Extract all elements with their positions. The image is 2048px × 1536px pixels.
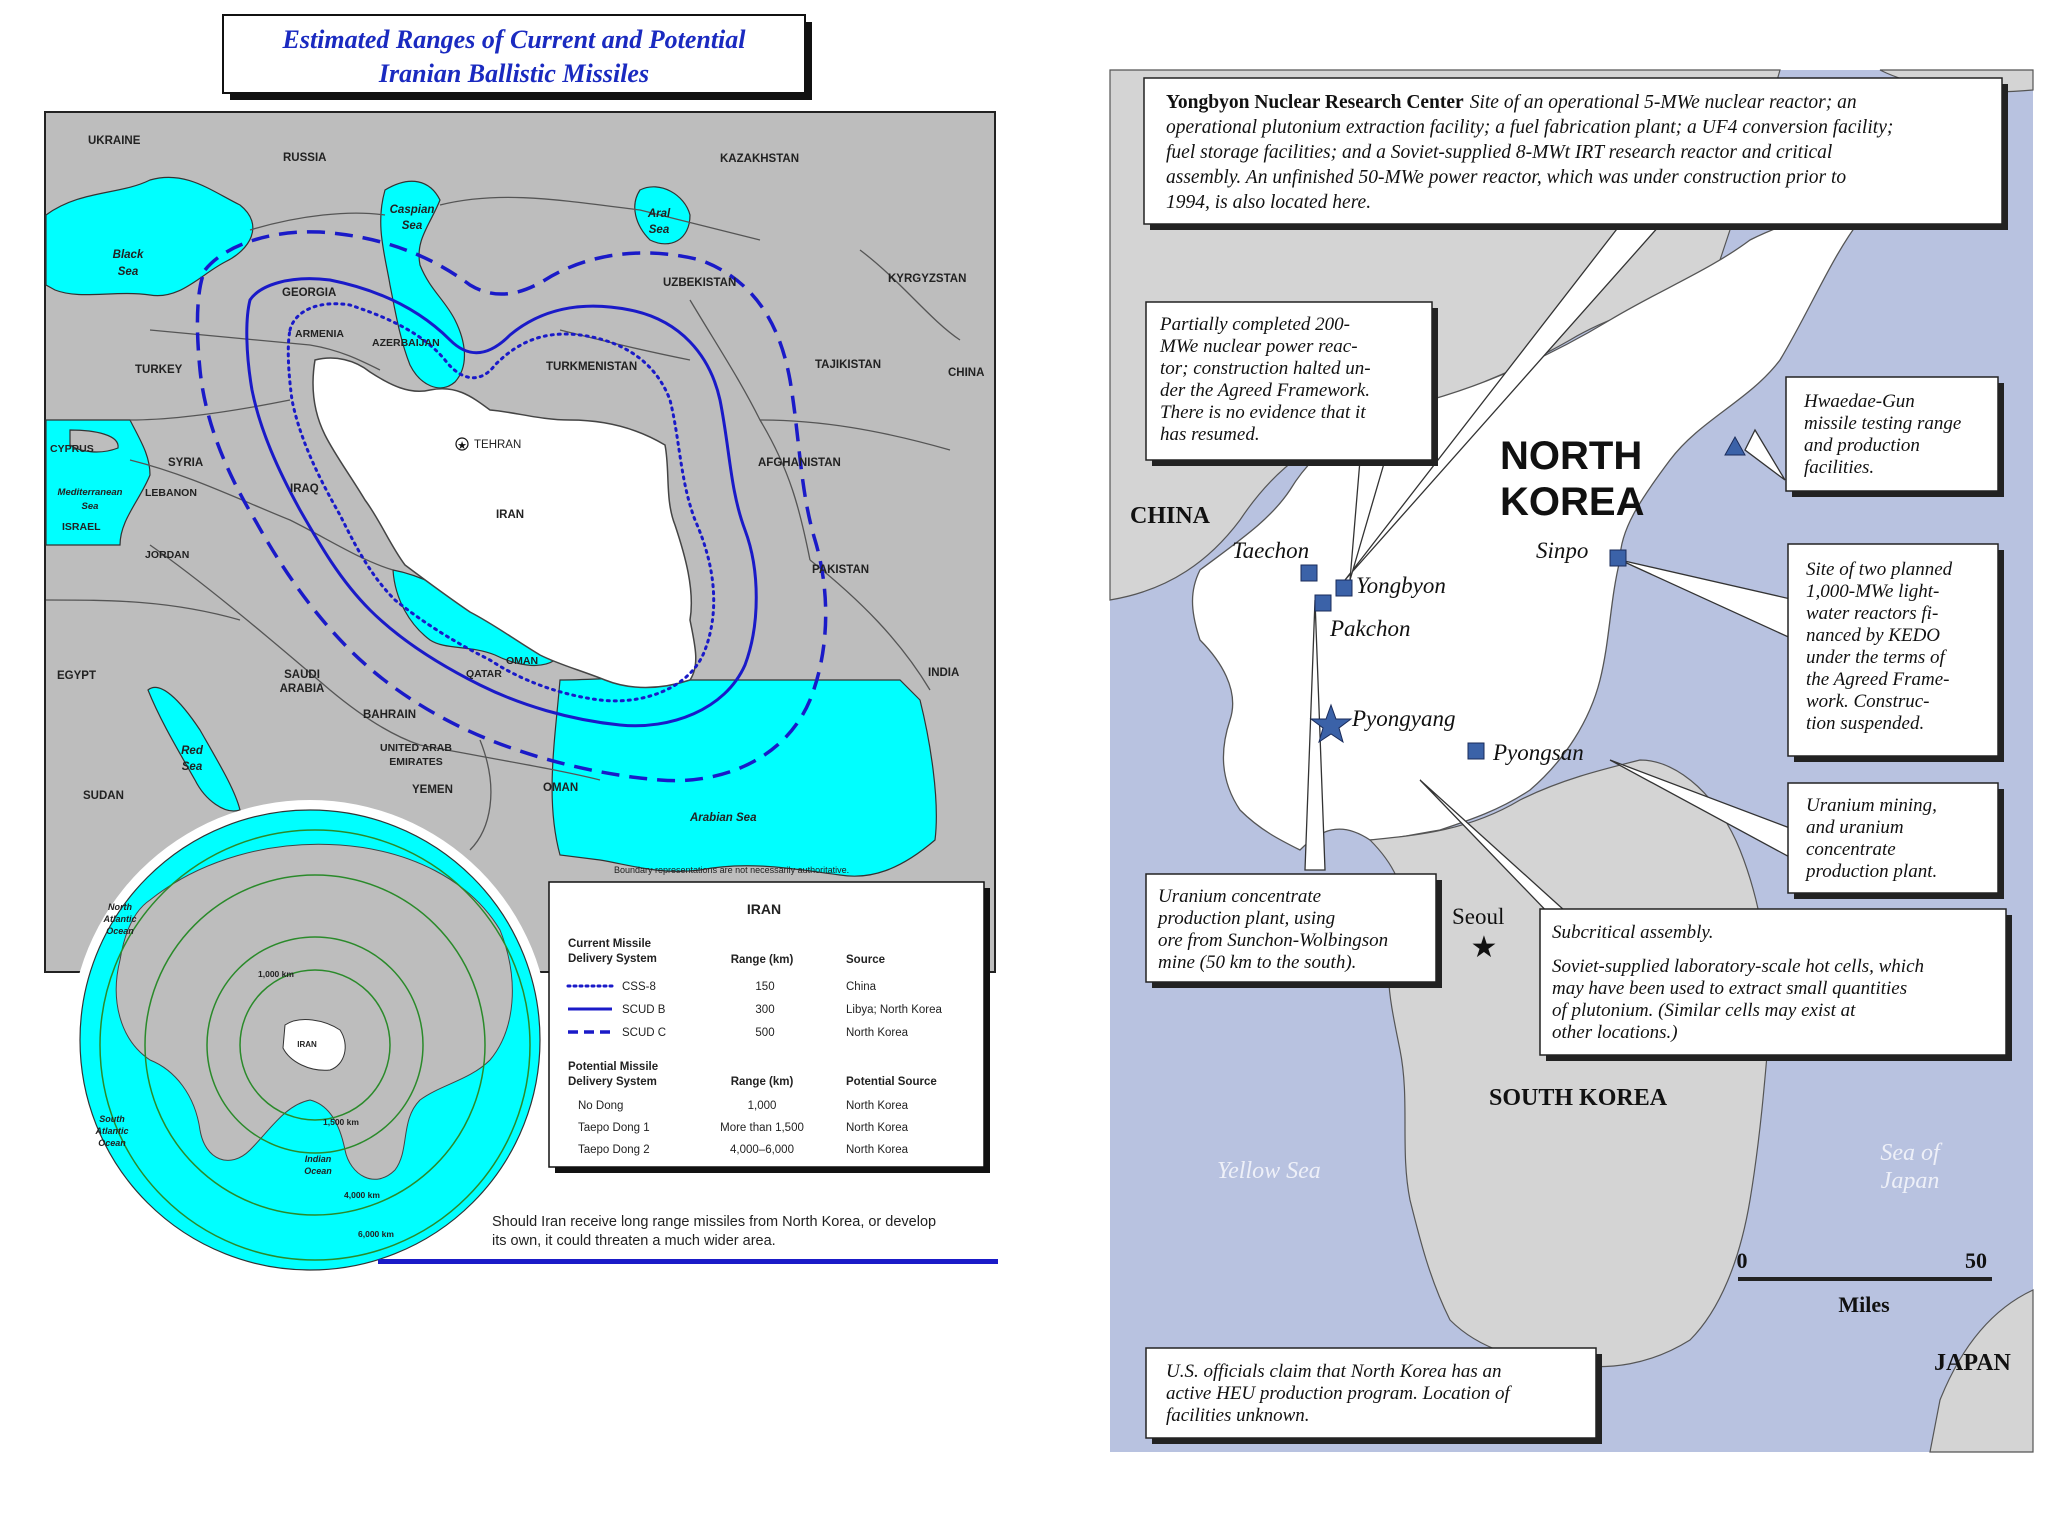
label-russia: RUSSIA <box>283 152 327 164</box>
yongbyon-line-2: operational plutonium extraction facility; a fuel fabrication plant; a UF4 conversion facility; <box>1166 117 1894 138</box>
legend-potential-header-1: Potential Missile <box>568 1061 659 1073</box>
label-pakchon: Pakchon <box>1330 616 1411 641</box>
caption-line-2: its own, it could threaten a much wider area. <box>492 1233 776 1249</box>
globe-north-atlantic-1: North <box>108 902 132 912</box>
label-lebanon: LEBANON <box>145 487 197 499</box>
label-armenia: ARMENIA <box>295 328 344 340</box>
label-yemen: YEMEN <box>412 784 453 796</box>
label-uae-1: UNITED ARAB <box>380 742 452 754</box>
scale-unit: Miles <box>1838 1292 1890 1317</box>
legend-row-scudc-source: North Korea <box>846 1027 909 1039</box>
label-bahrain: BAHRAIN <box>363 709 417 721</box>
label-red-2: Sea <box>181 761 203 773</box>
label-israel: ISRAEL <box>62 521 101 533</box>
label-pyongyang: Pyongyang <box>1352 706 1456 731</box>
hwaedae-line-2: missile testing range <box>1804 413 1962 434</box>
marker-yongbyon <box>1336 580 1352 596</box>
label-qatar: QATAR <box>466 668 502 680</box>
partial-line-2: MWe nuclear power reac- <box>1160 336 1358 357</box>
label-jordan: JORDAN <box>145 549 190 561</box>
partial-line-3: tor; construction halted un- <box>1160 358 1371 379</box>
partial-reactor-callout <box>1146 302 1438 466</box>
legend-row-css8-range: 150 <box>755 981 775 993</box>
label-pakistan: PAKISTAN <box>812 564 870 576</box>
label-syria: SYRIA <box>168 457 204 469</box>
label-oman-bottom: OMAN <box>543 782 579 794</box>
subcritical-line-2: Soviet-supplied laboratory-scale hot cells, which <box>1552 956 1925 977</box>
label-uzbekistan: UZBEKISTAN <box>663 277 737 289</box>
tehran-marker <box>456 438 468 452</box>
label-caspian-2: Sea <box>401 220 423 232</box>
yongbyon-line-1: Site of an operational 5-MWe nuclear reactor; an <box>1469 92 1857 113</box>
legend-potential-row-3-source: North Korea <box>846 1144 909 1156</box>
legend-potential-row-1-source: North Korea <box>846 1100 909 1112</box>
right-map <box>1110 70 2033 1452</box>
subcritical-line-1: Subcritical assembly. <box>1552 922 1714 943</box>
globe-indian-1: Indian <box>304 1154 332 1164</box>
yongbyon-line-4: assembly. An unfinished 50-MWe power reactor, which was under construction prior to <box>1166 167 1847 188</box>
legend-potential-row-3-name: Taepo Dong 2 <box>578 1144 650 1156</box>
ring-label-6000: 6,000 km <box>358 1229 394 1239</box>
marker-sinpo <box>1610 550 1626 566</box>
left-map <box>45 15 998 1280</box>
yongbyon-callout <box>1144 78 2008 230</box>
label-cyprus: CYPRUS <box>50 443 94 455</box>
globe-north-atlantic-3: Ocean <box>106 926 134 936</box>
uranium-line-2: and uranium <box>1806 817 1904 838</box>
label-china-left: CHINA <box>948 367 985 379</box>
hwaedae-line-1: Hwaedae-Gun <box>1804 391 1915 412</box>
partial-line-1: Partially completed 200- <box>1160 314 1350 335</box>
uranium-mining-callout <box>1788 783 2004 899</box>
label-georgia: GEORGIA <box>282 287 337 299</box>
uranium-conc-line-2: production plant, using <box>1158 908 1336 929</box>
label-yellow-sea: Yellow Sea <box>1217 1158 1321 1184</box>
marker-pakchon <box>1315 595 1331 611</box>
label-aral-1: Aral <box>647 208 671 220</box>
globe-inset <box>70 800 550 1280</box>
label-sinpo: Sinpo <box>1536 538 1589 563</box>
legend-potential-range-header: Range (km) <box>730 1076 794 1088</box>
label-japan: JAPAN <box>1934 1350 2011 1376</box>
legend-potential-row-2-source: North Korea <box>846 1122 909 1134</box>
label-sea-of-japan-2: Japan <box>1880 1168 1940 1194</box>
heu-line-2: active HEU production program. Location of <box>1166 1383 1510 1404</box>
legend-current-header-1: Current Missile <box>568 938 652 950</box>
label-south-korea: SOUTH KOREA <box>1489 1085 1668 1111</box>
kedo-callout <box>1788 544 2004 762</box>
legend-row-css8-name: CSS-8 <box>622 981 656 993</box>
uranium-conc-line-1: Uranium concentrate <box>1158 886 1322 907</box>
label-yongbyon: Yongbyon <box>1356 573 1446 598</box>
ring-label-1000: 1,000 km <box>258 969 294 979</box>
marker-taechon <box>1301 565 1317 581</box>
boundary-note: Boundary representations are not necessarily authoritative. <box>614 865 850 875</box>
legend-row-scudb-name: SCUD B <box>622 1004 666 1016</box>
label-black-1: Black <box>112 249 144 261</box>
uranium-line-4: production plant. <box>1806 861 1938 882</box>
legend-source-header: Source <box>846 954 885 966</box>
label-sudan: SUDAN <box>83 790 124 802</box>
legend-potential-row-3-range: 4,000–6,000 <box>730 1144 794 1156</box>
label-saudi-2: ARABIA <box>279 683 325 695</box>
legend-row-css8-source: China <box>846 981 877 993</box>
label-med-2: Sea <box>81 501 99 512</box>
label-kazakhstan: KAZAKHSTAN <box>720 153 800 165</box>
legend-row-scudc-range: 500 <box>755 1027 775 1039</box>
scale-fifty: 50 <box>1965 1248 1987 1273</box>
label-seoul: Seoul <box>1452 904 1505 929</box>
heu-line-3: facilities unknown. <box>1166 1405 1310 1426</box>
label-aral-2: Sea <box>648 224 670 236</box>
label-oman-top: OMAN <box>506 655 539 667</box>
legend-potential-row-2-name: Taepo Dong 1 <box>578 1122 650 1134</box>
label-uae-2: EMIRATES <box>389 756 443 768</box>
globe-indian-2: Ocean <box>304 1166 332 1176</box>
partial-line-5: There is no evidence that it <box>1160 402 1366 423</box>
globe-south-atlantic-2: Atlantic <box>95 1126 129 1136</box>
globe-iran-label: IRAN <box>297 1040 317 1049</box>
subcritical-line-5: other locations.) <box>1552 1022 1678 1043</box>
label-tehran: TEHRAN <box>474 439 522 451</box>
label-saudi-1: SAUDI <box>284 669 320 681</box>
legend-row-scudc-name: SCUD C <box>622 1027 667 1039</box>
label-arabian-sea: Arabian Sea <box>690 812 757 824</box>
legend-potential-row-1-name: No Dong <box>578 1100 624 1112</box>
label-tajikistan: TAJIKISTAN <box>815 359 882 371</box>
label-kyrgyzstan: KYRGYZSTAN <box>888 273 967 285</box>
label-north-korea-1: NORTH <box>1500 434 1643 478</box>
yongbyon-line-3: fuel storage facilities; and a Soviet-supplied 8-MWt IRT research reactor and critical <box>1166 142 1833 163</box>
legend-row-scudb-range: 300 <box>755 1004 775 1016</box>
kedo-line-3: water reactors fi- <box>1806 603 1939 624</box>
label-turkey: TURKEY <box>135 364 183 376</box>
yongbyon-title: Yongbyon Nuclear Research Center <box>1166 92 1464 113</box>
kedo-line-5: under the terms of <box>1806 647 1945 668</box>
uranium-line-3: concentrate <box>1806 839 1896 860</box>
hwaedae-callout <box>1786 377 2004 497</box>
subcritical-line-3: may have been used to extract small quantities <box>1552 978 1908 999</box>
legend-potential-row-1-range: 1,000 <box>747 1100 777 1112</box>
svg-text:★: ★ <box>457 440 467 452</box>
arabian-sea <box>552 678 936 876</box>
hwaedae-line-3: and production <box>1804 435 1920 456</box>
legend-potential-header-2: Delivery System <box>568 1076 657 1088</box>
legend-potential-row-2-range: More than 1,500 <box>720 1122 804 1134</box>
map-title-line1: Estimated Ranges of Current and Potential <box>282 25 746 54</box>
legend-potential-source-header: Potential Source <box>846 1076 937 1088</box>
label-iran: IRAN <box>495 509 525 521</box>
label-turkmenistan: TURKMENISTAN <box>546 361 638 373</box>
caption-rule <box>378 1259 998 1264</box>
label-india: INDIA <box>928 667 960 679</box>
label-red-1: Red <box>181 745 203 757</box>
label-azerbaijan: AZERBAIJAN <box>372 337 440 349</box>
kedo-line-2: 1,000-MWe light- <box>1806 581 1940 602</box>
ring-label-1500: 1,500 km <box>323 1117 359 1127</box>
globe-north-atlantic-2: Atlantic <box>103 914 137 924</box>
label-sea-of-japan-1: Sea of <box>1880 1140 1940 1166</box>
heu-callout <box>1146 1348 1602 1444</box>
yongbyon-line-5: 1994, is also located here. <box>1166 192 1372 213</box>
legend-title: IRAN <box>746 901 782 917</box>
label-north-korea-2: KOREA <box>1500 480 1645 524</box>
svg-text:Yongbyon Nuclear Research Cent <box>1166 92 1857 113</box>
label-iraq: IRAQ <box>290 483 319 495</box>
subcritical-callout <box>1540 909 2012 1061</box>
kedo-line-8: tion suspended. <box>1806 713 1925 734</box>
partial-line-6: has resumed. <box>1160 424 1260 445</box>
kedo-line-4: nanced by KEDO <box>1806 625 1941 646</box>
heu-line-1: U.S. officials claim that North Korea has an <box>1166 1361 1502 1382</box>
left-caption <box>492 1214 936 1249</box>
partial-line-4: der the Agreed Framework. <box>1160 380 1371 401</box>
label-caspian-1: Caspian <box>389 204 435 216</box>
uranium-concentrate-callout <box>1146 874 1442 988</box>
seoul-star-icon: ★ <box>1470 931 1498 964</box>
uranium-line-1: Uranium mining, <box>1806 795 1937 816</box>
label-ukraine: UKRAINE <box>88 135 141 147</box>
label-pyongsan: Pyongsan <box>1493 740 1584 765</box>
label-taechon: Taechon <box>1232 538 1310 563</box>
scale-zero: 0 <box>1736 1248 1748 1273</box>
globe-south-atlantic-3: Ocean <box>98 1138 126 1148</box>
subcritical-line-4: of plutonium. (Similar cells may exist at <box>1552 1000 1856 1021</box>
uranium-conc-line-3: ore from Sunchon-Wolbingson <box>1158 930 1389 951</box>
globe-south-atlantic-1: South <box>99 1114 125 1124</box>
map-title-line2: Iranian Ballistic Missiles <box>378 59 650 88</box>
label-egypt: EGYPT <box>57 670 96 682</box>
kedo-line-1: Site of two planned <box>1806 559 1953 580</box>
label-black-2: Sea <box>117 266 139 278</box>
label-china-right: CHINA <box>1130 503 1211 529</box>
kedo-line-6: the Agreed Frame- <box>1806 669 1950 690</box>
hwaedae-line-4: facilities. <box>1804 457 1875 478</box>
kedo-line-7: work. Construc- <box>1806 691 1930 712</box>
uranium-conc-line-4: mine (50 km to the south). <box>1158 952 1357 973</box>
label-med-1: Mediterranean <box>57 487 123 498</box>
legend-current-header-2: Delivery System <box>568 953 657 965</box>
missile-legend <box>549 882 990 1173</box>
ring-label-4000: 4,000 km <box>344 1190 380 1200</box>
marker-pyongsan <box>1468 743 1484 759</box>
legend-row-scudb-source: Libya; North Korea <box>846 1004 942 1016</box>
label-afghanistan: AFGHANISTAN <box>758 457 841 469</box>
legend-range-header: Range (km) <box>730 954 794 966</box>
caption-line-1: Should Iran receive long range missiles from North Korea, or develop <box>492 1214 937 1230</box>
